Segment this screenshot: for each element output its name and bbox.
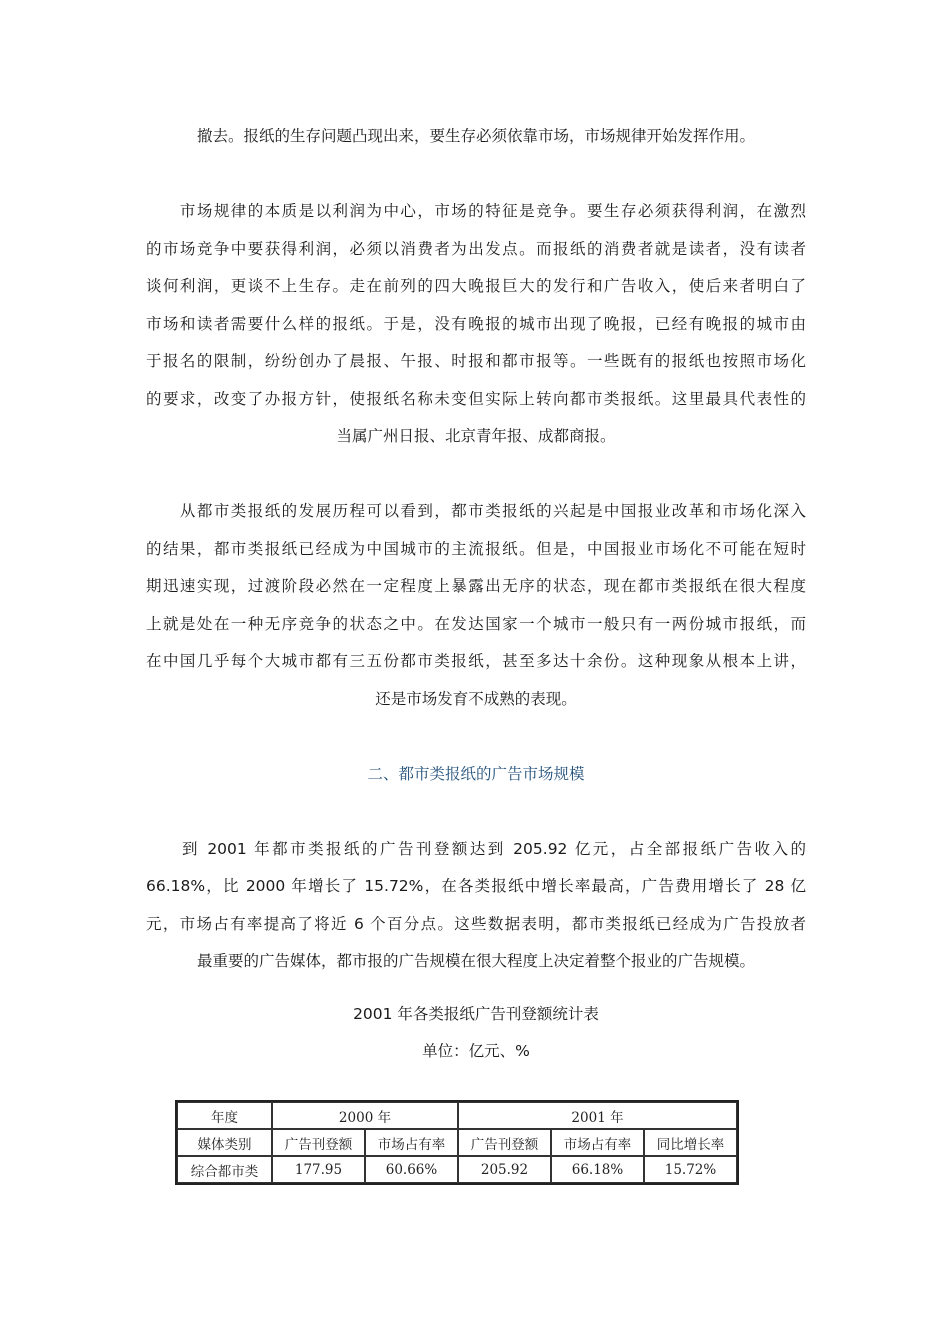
statistics-table <box>175 1100 739 1185</box>
paragraph-2 <box>146 193 806 456</box>
paragraph-4-line-2: 66.18%，比 2000 年增长了 15.72%，在各类报纸中增长率最高，广告费用增长了 28 亿 <box>146 877 806 895</box>
paragraph-4-line-4: 最重要的广告媒体，都市报的广告规模在很大程度上决定着整个报业的广告规模。 <box>196 952 755 970</box>
paragraph-3-line-1: 从都市类报纸的发展历程可以看到，都市类报纸的兴起是中国报业改革和市场化深入 <box>146 502 806 520</box>
paragraph-3-line-5: 在中国几乎每个大城市都有三五份都市类报纸，甚至多达十余份。这种现象从根本上讲， <box>146 652 806 670</box>
paragraph-3-line-2: 的结果，都市类报纸已经成为中国城市的主流报纸。但是，中国报业市场化不可能在短时 <box>146 539 806 558</box>
header-year-2001: 2001 年 <box>458 1102 737 1129</box>
table-unit: 单位：亿元、% <box>422 1042 530 1060</box>
paragraph-2-line-4: 市场和读者需要什么样的报纸。于是，没有晚报的城市出现了晚报，已经有晚报的城市由 <box>146 314 806 333</box>
paragraph-2-line-5: 于报名的限制，纷纷创办了晨报、午报、时报和都市报等。一些既有的报纸也按照市场化 <box>146 352 806 370</box>
table-cell: 66.18% <box>551 1156 644 1183</box>
column-header: 同比增长率 <box>644 1129 737 1156</box>
paragraph-spacer <box>146 456 806 494</box>
column-header: 广告刊登额 <box>458 1129 551 1156</box>
column-header: 市场占有率 <box>551 1129 644 1156</box>
paragraph-spacer <box>146 156 806 194</box>
paragraph-spacer <box>146 793 806 831</box>
row-category: 综合都市类 <box>177 1156 272 1183</box>
paragraph-2-line-2: 的市场竞争中要获得利润，必须以消费者为出发点。而报纸的消费者就是读者，没有读者 <box>146 239 806 258</box>
paragraph-3-line-6: 还是市场发育不成熟的表现。 <box>375 689 577 708</box>
paragraph-4-line-3: 元，市场占有率提高了将近 6 个百分点。这些数据表明，都市类报纸已经成为广告投放者 <box>146 914 806 933</box>
header-media-label: 媒体类别 <box>177 1129 272 1156</box>
paragraph-spacer <box>146 718 806 756</box>
paragraph-3 <box>146 493 806 718</box>
table-row <box>177 1156 737 1183</box>
paragraph-2-line-1: 市场规律的本质是以利润为中心，市场的特征是竞争。要生存必须获得利润，在激烈 <box>146 202 806 220</box>
table-header-row-years <box>177 1102 737 1129</box>
table-cell: 177.95 <box>272 1156 365 1183</box>
paragraph-4-line-1: 到 2001 年都市类报纸的广告刊登额达到 205.92 亿元，占全部报纸广告收入的 <box>146 839 806 858</box>
caption-spacer <box>146 981 806 996</box>
paragraph-2-line-7: 当属广州日报、北京青年报、成都商报。 <box>336 427 616 445</box>
paragraph-3-line-4: 上就是处在一种无序竞争的状态之中。在发达国家一个城市一般只有一两份城市报纸，而 <box>146 614 806 633</box>
paragraph-3-line-3: 期迅速实现，过渡阶段必然在一定程度上暴露出无序的状态，现在都市类报纸在很大程度 <box>146 577 806 595</box>
paragraph-1-line-1: 撤去。报纸的生存问题凸现出来，要生存必须依靠市场，市场规律开始发挥作用。 <box>196 127 755 145</box>
document-body <box>146 118 806 1071</box>
paragraph-4 <box>146 831 806 981</box>
paragraph-2-line-3: 谈何利润，更谈不上生存。走在前列的四大晚报巨大的发行和广告收入，使后来者明白了 <box>146 277 806 295</box>
table-cell: 60.66% <box>365 1156 458 1183</box>
statistics-table-container <box>175 1100 739 1185</box>
table-title: 2001 年各类报纸广告刊登额统计表 <box>353 1004 599 1023</box>
table-header-row-columns <box>177 1129 737 1156</box>
column-header: 市场占有率 <box>365 1129 458 1156</box>
header-year-2000: 2000 年 <box>272 1102 458 1129</box>
column-header: 广告刊登额 <box>272 1129 365 1156</box>
header-year-label: 年度 <box>177 1102 272 1129</box>
section-heading: 二、都市类报纸的广告市场规模 <box>367 764 585 783</box>
table-cell: 205.92 <box>458 1156 551 1183</box>
paragraph-2-line-6: 的要求，改变了办报方针，使报纸名称未变但实际上转向都市类报纸。这里最具代表性的 <box>146 389 806 408</box>
table-cell: 15.72% <box>644 1156 737 1183</box>
